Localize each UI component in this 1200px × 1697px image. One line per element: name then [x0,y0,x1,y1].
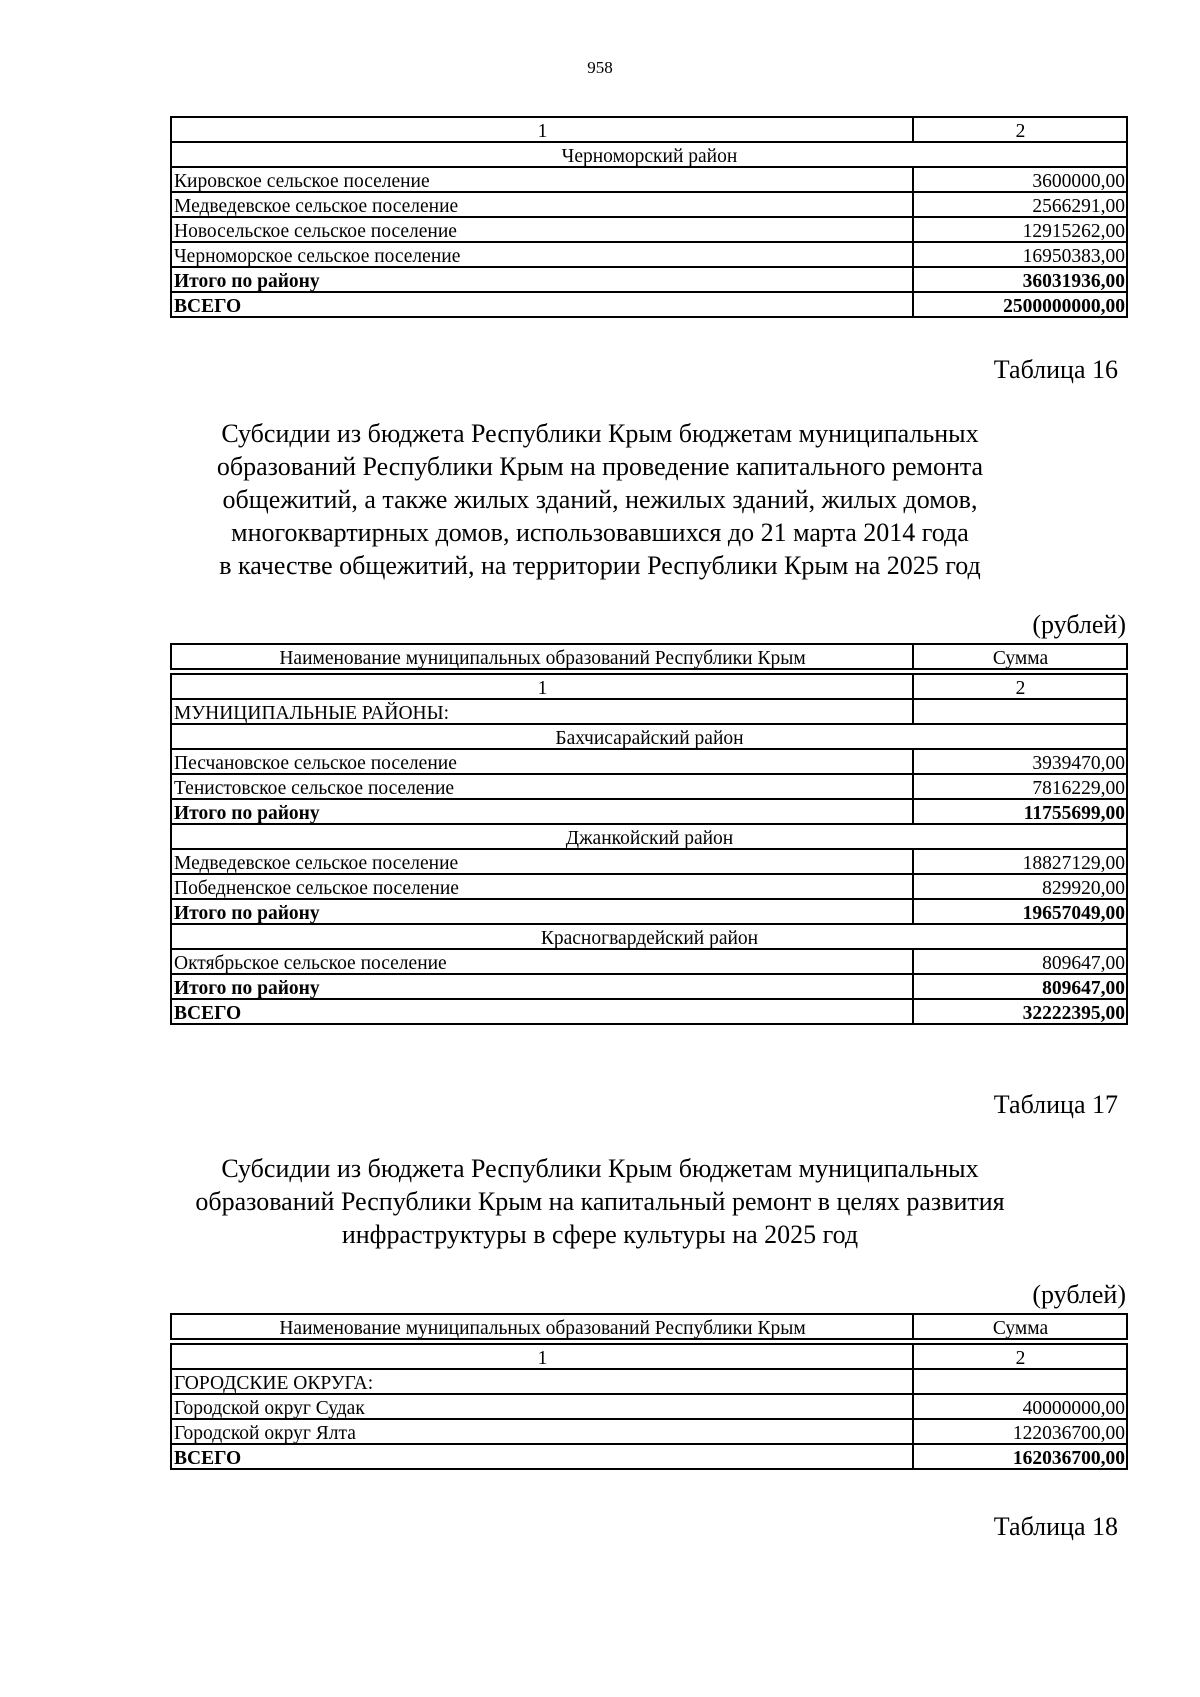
col-number-1: 1 [171,1344,913,1369]
section-title: Джанкойский район [171,824,1127,849]
section-title: Бахчисарайский район [171,724,1127,749]
row-value: 7816229,00 [913,774,1127,799]
group-label: ГОРОДСКИЕ ОКРУГА: [171,1369,913,1394]
section-title: Черноморский район [171,142,1127,167]
header-name: Наименование муниципальных образований Республики Крым [171,1314,913,1339]
row-name: Городской округ Судак [171,1394,913,1419]
subtotal-row [171,974,1127,999]
total-row [171,999,1127,1024]
subtotal-row [171,267,1127,292]
row-value: 3600000,00 [913,167,1127,192]
row-name: Медведевское сельское поселение [171,849,913,874]
col-number-2: 2 [913,117,1127,142]
subtotal-label: Итого по району [171,799,913,824]
subtotal-value: 36031936,00 [913,267,1127,292]
row-value: 829920,00 [913,874,1127,899]
table-17 [170,1313,1128,1470]
table-row [171,242,1127,267]
title-line: Субсидии из бюджета Республики Крым бюджетам муниципальных [221,1154,979,1183]
table-row [171,774,1127,799]
subtotal-label: Итого по району [171,267,913,292]
row-name: Тенистовское сельское поселение [171,774,913,799]
column-number-row [171,117,1127,142]
row-value: 809647,00 [913,949,1127,974]
total-value: 2500000000,00 [913,292,1127,317]
header-row [171,644,1127,669]
title-line: образований Республики Крым на проведение капитального ремонта [216,452,984,481]
table-16-label: Таблица 16 [993,355,1118,384]
row-value: 12915262,00 [913,217,1127,242]
table-row [171,949,1127,974]
table-17-units: (рублей) [1032,1280,1126,1309]
title-line: общежитий, а также жилых зданий, нежилых зданий, жилых домов, [222,485,978,514]
column-number-row [171,1344,1127,1369]
title-line: в качестве общежитий, на территории Республики Крым на 2025 год [219,551,981,580]
table-17-title [150,1152,1050,1251]
total-value: 32222395,00 [913,999,1127,1024]
subtotal-row [171,799,1127,824]
table-row [171,1394,1127,1419]
table-row [171,849,1127,874]
total-label: ВСЕГО [171,1444,913,1469]
table-row [171,167,1127,192]
section-row [171,924,1127,949]
col-number-1: 1 [171,674,913,699]
header-sum: Сумма [913,1314,1127,1339]
section-row [171,824,1127,849]
group-label: МУНИЦИПАЛЬНЫЕ РАЙОНЫ: [171,699,913,724]
row-value: 18827129,00 [913,849,1127,874]
table-16 [170,643,1128,1025]
section-row [171,142,1127,167]
row-name: Медведевское сельское поселение [171,192,913,217]
subtotal-value: 809647,00 [913,974,1127,999]
col-number-2: 2 [913,1344,1127,1369]
row-name: Песчановское сельское поселение [171,749,913,774]
group-row [171,1369,1127,1394]
group-empty [913,699,1127,724]
page-number: 958 [587,58,613,77]
subtotal-value: 19657049,00 [913,899,1127,924]
title-line: образований Республики Крым на капитальный ремонт в целях развития [195,1187,1005,1216]
table-row [171,217,1127,242]
section-row [171,724,1127,749]
table-17-label: Таблица 17 [993,1090,1118,1119]
column-number-row [171,674,1127,699]
title-line: Субсидии из бюджета Республики Крым бюджетам муниципальных [221,419,979,448]
row-value: 40000000,00 [913,1394,1127,1419]
col-number-1: 1 [171,117,913,142]
subtotal-row [171,899,1127,924]
total-row [171,292,1127,317]
total-label: ВСЕГО [171,999,913,1024]
section-title: Красногвардейский район [171,924,1127,949]
row-name: Октябрьское сельское поселение [171,949,913,974]
row-name: Победненское сельское поселение [171,874,913,899]
table-16-units: (рублей) [1032,610,1126,639]
subtotal-label: Итого по району [171,974,913,999]
header-sum: Сумма [913,644,1127,669]
table-18-label: Таблица 18 [993,1512,1118,1541]
total-value: 162036700,00 [913,1444,1127,1469]
total-label: ВСЕГО [171,292,913,317]
title-line: многоквартирных домов, использовавшихся до 21 марта 2014 года [231,518,969,547]
row-name: Новосельское сельское поселение [171,217,913,242]
table-16-title [150,417,1050,582]
table-row [171,192,1127,217]
total-row [171,1444,1127,1469]
subtotal-label: Итого по району [171,899,913,924]
header-name: Наименование муниципальных образований Республики Крым [171,644,913,669]
row-name: Городской округ Ялта [171,1419,913,1444]
row-value: 2566291,00 [913,192,1127,217]
subtotal-value: 11755699,00 [913,799,1127,824]
row-name: Черноморское сельское поселение [171,242,913,267]
title-line: инфраструктуры в сфере культуры на 2025 год [341,1220,859,1249]
row-value: 122036700,00 [913,1419,1127,1444]
table-row [171,749,1127,774]
row-value: 3939470,00 [913,749,1127,774]
group-row [171,699,1127,724]
row-value: 16950383,00 [913,242,1127,267]
group-empty [913,1369,1127,1394]
row-name: Кировское сельское поселение [171,167,913,192]
col-number-2: 2 [913,674,1127,699]
header-row [171,1314,1127,1339]
table-row [171,874,1127,899]
table-row [171,1419,1127,1444]
continued-table [170,116,1128,318]
